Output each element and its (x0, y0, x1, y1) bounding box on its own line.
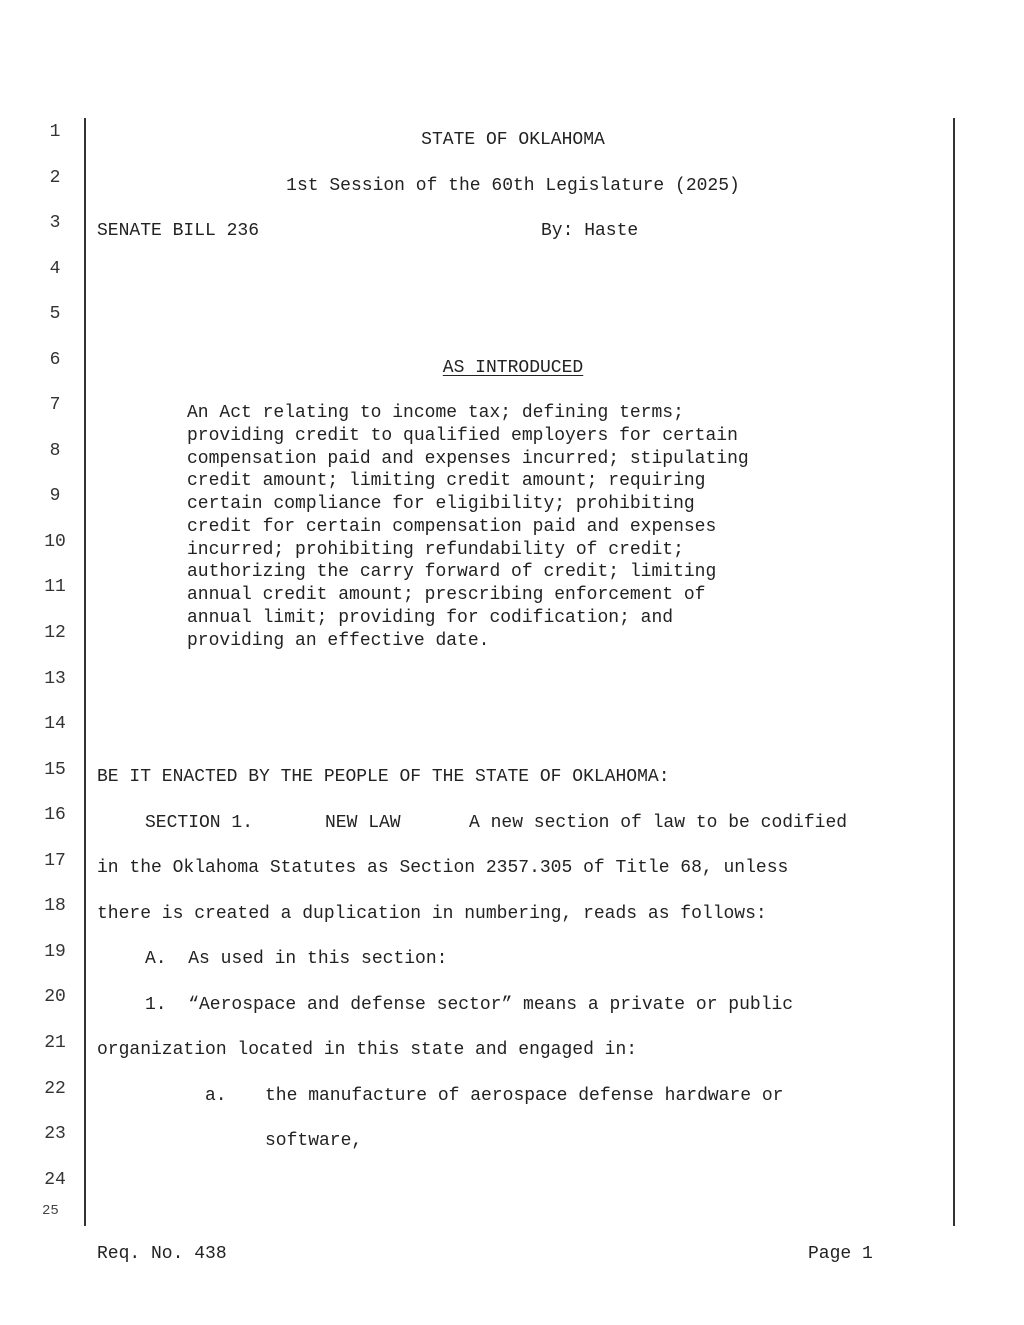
title-line: annual limit; providing for codification; and (187, 608, 674, 628)
line-number: 17 (44, 851, 66, 871)
enacting-clause: BE IT ENACTED BY THE PEOPLE OF THE STATE OF OKLAHOMA: (97, 767, 670, 787)
bill-number: SENATE BILL 236 (97, 221, 260, 241)
right-margin-rule (953, 118, 955, 1226)
line-number: 16 (44, 805, 66, 825)
title-line: credit amount; limiting credit amount; requiring (187, 471, 706, 491)
line-number: 2 (49, 168, 61, 188)
state-heading: STATE OF OKLAHOMA (421, 130, 605, 150)
list-item-text: the manufacture of aerospace defense hardware or (265, 1086, 784, 1106)
line-number: 1 (49, 122, 61, 142)
line-number: 23 (44, 1124, 66, 1144)
line-number: 10 (44, 532, 66, 552)
title-line: compensation paid and expenses incurred; stipulating (187, 449, 749, 469)
title-line: authorizing the carry forward of credit; limiting (187, 562, 717, 582)
line-number: 15 (44, 760, 66, 780)
definition-text: organization located in this state and engaged in: (97, 1040, 638, 1060)
line-number: 24 (44, 1170, 66, 1190)
title-line: incurred; prohibiting refundability of credit; (187, 540, 684, 560)
line-number: 12 (44, 623, 66, 643)
line-number: 5 (49, 304, 61, 324)
title-line: providing credit to qualified employers for certain (187, 426, 738, 446)
line-number: 20 (44, 987, 66, 1007)
line-number: 19 (44, 942, 66, 962)
left-margin-rule (84, 118, 86, 1226)
section-type: NEW LAW (325, 813, 401, 833)
title-line: credit for certain compensation paid and expenses (187, 517, 717, 537)
title-line: An Act relating to income tax; defining terms; (187, 403, 684, 423)
page-number: Page 1 (808, 1244, 873, 1264)
session-heading: 1st Session of the 60th Legislature (2025) (286, 176, 740, 196)
section-text: there is created a duplication in numbering, reads as follows: (97, 904, 767, 924)
title-line: providing an effective date. (187, 631, 490, 651)
line-number: 9 (49, 486, 61, 506)
section-text: A new section of law to be codified (469, 813, 848, 833)
list-item-marker: a. (205, 1086, 227, 1106)
line-number: 13 (44, 669, 66, 689)
line-number: 18 (44, 896, 66, 916)
title-line: certain compliance for eligibility; prohibiting (187, 494, 695, 514)
request-number: Req. No. 438 (97, 1244, 227, 1264)
bill-author: By: Haste (541, 221, 639, 241)
definition-text: 1. “Aerospace and defense sector” means a private or public (145, 995, 794, 1015)
clipped-line-number: 25 (42, 1203, 59, 1219)
line-number: 7 (49, 395, 61, 415)
line-number: 6 (49, 350, 61, 370)
title-line: annual credit amount; prescribing enforcement of (187, 585, 706, 605)
line-number: 4 (49, 259, 61, 279)
line-number: 21 (44, 1033, 66, 1053)
line-number: 14 (44, 714, 66, 734)
subsection-a: A. As used in this section: (145, 949, 448, 969)
list-item-text: software, (265, 1131, 363, 1151)
section-text: in the Oklahoma Statutes as Section 2357.305 of Title 68, unless (97, 858, 789, 878)
line-number: 11 (44, 577, 66, 597)
line-number: 3 (49, 213, 61, 233)
section-label: SECTION 1. (145, 813, 254, 833)
line-number: 22 (44, 1079, 66, 1099)
line-number: 8 (49, 441, 61, 461)
bill-status: AS INTRODUCED (442, 358, 584, 378)
